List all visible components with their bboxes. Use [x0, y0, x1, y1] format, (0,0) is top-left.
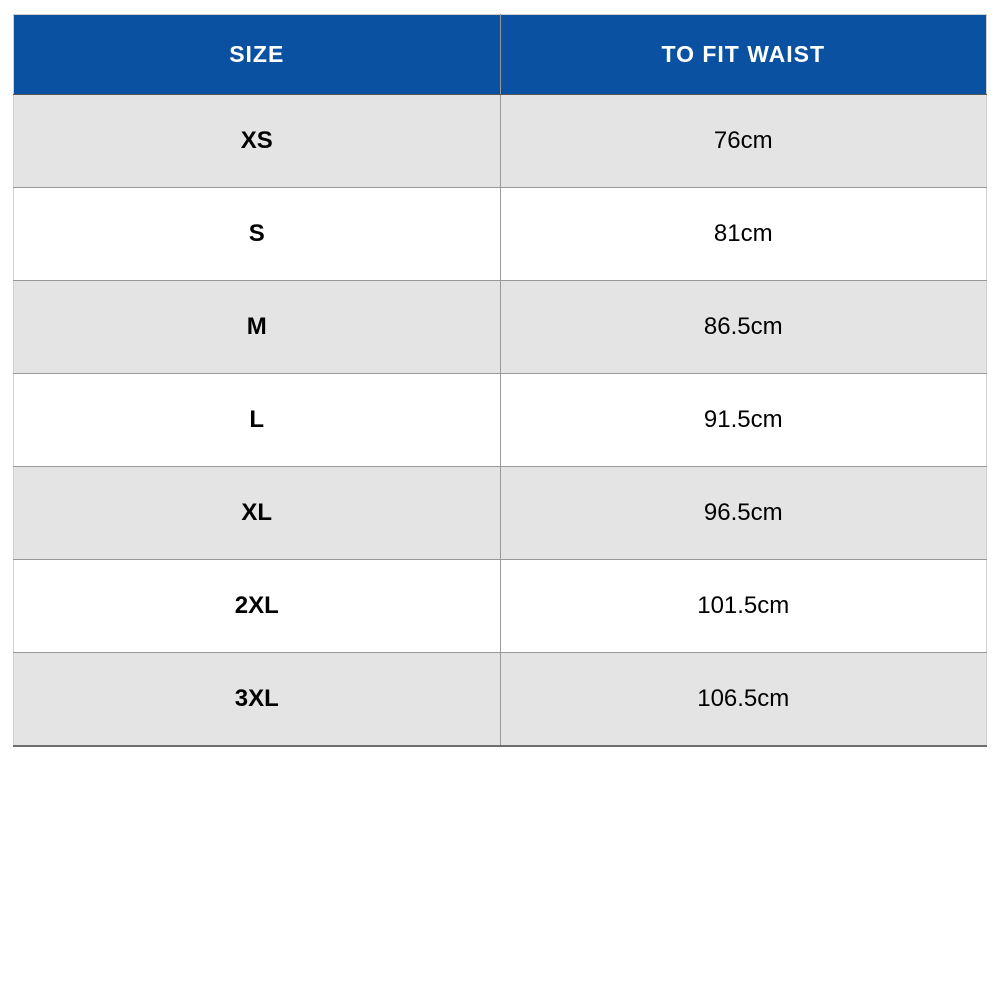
table-row — [14, 467, 987, 560]
waist-cell: 81cm — [500, 188, 987, 281]
size-chart-table — [13, 14, 987, 747]
size-cell: 2XL — [14, 560, 501, 653]
column-header-waist: TO FIT WAIST — [500, 15, 987, 95]
table-row — [14, 374, 987, 467]
waist-cell: 96.5cm — [500, 467, 987, 560]
size-chart — [13, 14, 987, 747]
size-cell: XS — [14, 95, 501, 188]
waist-cell: 106.5cm — [500, 653, 987, 746]
column-header-size: SIZE — [14, 15, 501, 95]
size-cell: 3XL — [14, 653, 501, 746]
size-cell: M — [14, 281, 501, 374]
table-row — [14, 281, 987, 374]
size-cell: S — [14, 188, 501, 281]
waist-cell: 91.5cm — [500, 374, 987, 467]
waist-cell: 76cm — [500, 95, 987, 188]
table-row — [14, 560, 987, 653]
waist-cell: 101.5cm — [500, 560, 987, 653]
table-row — [14, 188, 987, 281]
table-row — [14, 95, 987, 188]
size-cell: XL — [14, 467, 501, 560]
table-row — [14, 653, 987, 746]
table-header-row — [14, 15, 987, 95]
waist-cell: 86.5cm — [500, 281, 987, 374]
size-cell: L — [14, 374, 501, 467]
